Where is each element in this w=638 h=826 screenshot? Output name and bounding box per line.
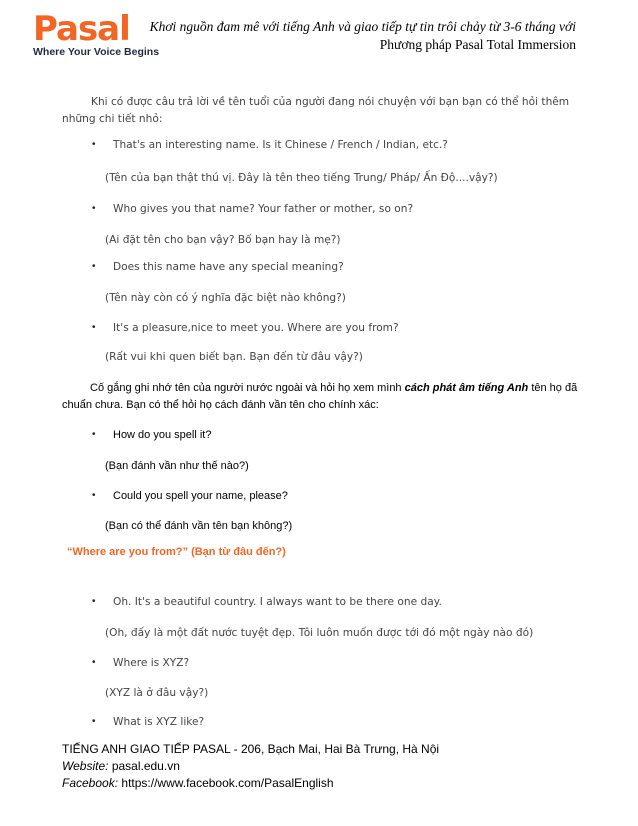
website-label: Website:	[62, 759, 109, 773]
question-en: That's an interesting name. Is it Chinese / French / Indian, etc.?	[113, 139, 448, 151]
page-footer	[62, 741, 582, 792]
question-en: Where is XYZ?	[113, 657, 190, 669]
bullet-icon: •	[92, 203, 96, 214]
footer-address: TIẾNG ANH GIAO TIẾP PASAL - 206, Bạch Mai, Hai Bà Trưng, Hà Nội	[62, 742, 440, 756]
header-title-line1: Khơi nguồn đam mê với tiếng Anh và giao tiếp tự tin trôi chảy từ 3-6 tháng với	[149, 19, 576, 34]
question-vi: (Oh, đấy là một đất nước tuyệt đẹp. Tôi luôn muốn được tới đó một ngày nào đó)	[105, 627, 534, 639]
question-en: Oh. It's a beautiful country. I always want to be there one day.	[113, 596, 442, 608]
bullet-icon: •	[92, 596, 96, 607]
facebook-label: Facebook:	[62, 776, 119, 790]
question-vi: (Tên của bạn thật thú vị. Đây là tên theo tiếng Trung/ Pháp/ Ấn Độ....vậy?)	[105, 172, 498, 184]
spelling-paragraph-end: tên họ đã chuẩn chưa. Bạn có thể hỏi họ cách đánh vần tên cho chính xác:	[62, 382, 578, 411]
question-en: Who gives you that name? Your father or mother, so on?	[113, 203, 414, 215]
website-link[interactable]: pasal.edu.vn	[111, 759, 180, 773]
question-en: How do you spell it?	[113, 429, 212, 441]
section-heading: “Where are you from?” (Bạn từ đâu đến?)	[67, 546, 286, 558]
bullet-icon: •	[92, 322, 96, 333]
header-title	[136, 18, 576, 54]
intro-paragraph: Khi có được câu trả lời về tên tuổi của người đang nói chuyện với bạn bạn có thể hỏi thêm những chi tiết nhỏ:	[62, 96, 570, 125]
question-en: Does this name have any special meaning?	[113, 261, 344, 273]
question-vi: (XYZ là ở đâu vậy?)	[105, 687, 209, 699]
footer-facebook	[62, 775, 582, 792]
bullet-icon: •	[92, 490, 96, 501]
question-en: Could you spell your name, please?	[113, 490, 288, 502]
bullet-icon: •	[92, 429, 96, 440]
bullet-icon: •	[92, 657, 96, 668]
facebook-link[interactable]: https://www.facebook.com/PasalEnglish	[121, 776, 334, 790]
bullet-icon: •	[92, 716, 96, 727]
footer-website	[62, 758, 582, 775]
bullet-icon: •	[92, 139, 96, 150]
spelling-paragraph	[62, 380, 582, 414]
header-title-line2: Phương pháp Pasal Total Immersion	[379, 37, 576, 52]
question-vi: (Rất vui khi quen biết bạn. Bạn đến từ đâu vậy?)	[105, 351, 363, 363]
logo-wordmark: Pasal	[33, 9, 130, 49]
logo-tagline: Where Your Voice Begins	[33, 46, 160, 58]
pasal-logo	[33, 9, 160, 62]
question-vi: (Ai đặt tên cho bạn vậy? Bố bạn hay là mẹ?)	[105, 234, 341, 246]
question-vi: (Tên này còn có ý nghĩa đặc biệt nào không?)	[105, 292, 346, 304]
spelling-paragraph-start: Cố gắng ghi nhớ tên của người nước ngoài và hỏi họ xem mình	[90, 382, 405, 394]
question-vi: (Bạn có thể đánh vần tên bạn không?)	[105, 520, 293, 532]
pronunciation-link-text: cách phát âm tiếng Anh	[404, 382, 529, 394]
question-vi: (Bạn đánh vần như thế nào?)	[105, 460, 249, 472]
bullet-icon: •	[92, 261, 96, 272]
question-en: What is XYZ like?	[113, 716, 205, 728]
page-header	[0, 0, 638, 70]
question-en: It's a pleasure,nice to meet you. Where are you from?	[113, 322, 399, 334]
